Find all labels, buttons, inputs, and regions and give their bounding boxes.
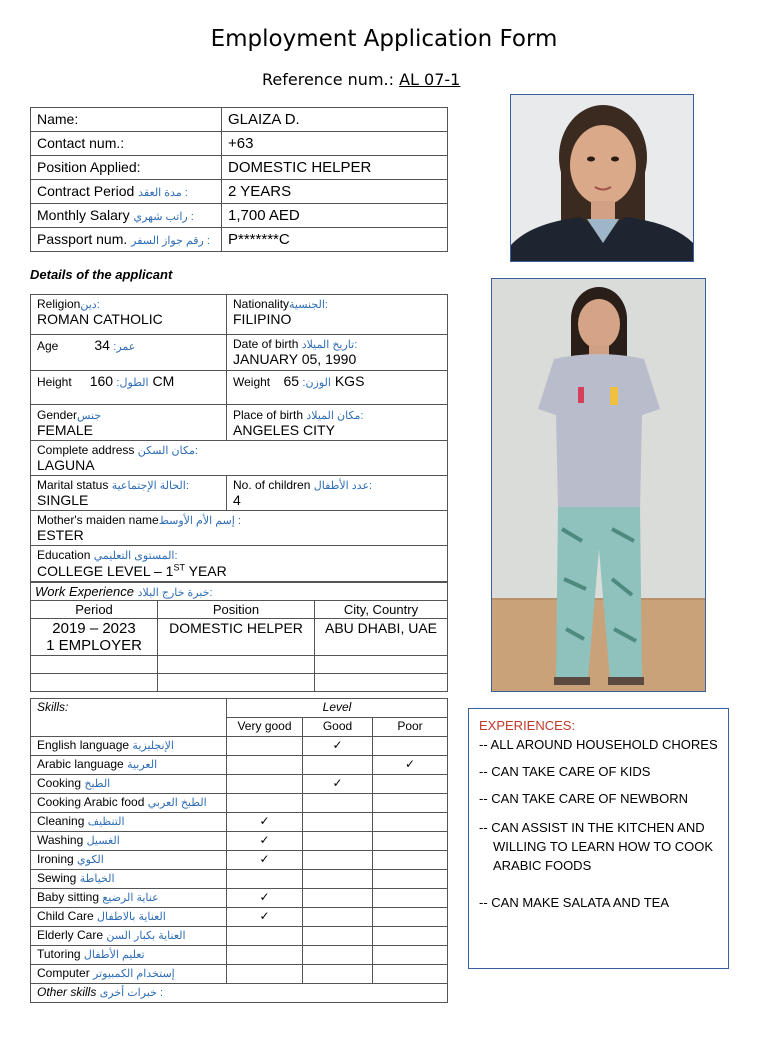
skill-row: [31, 908, 448, 927]
experience-item: -- CAN ASSIST IN THE KITCHEN AND WILLING TO LEARN HOW TO COOK ARABIC FOODS: [479, 820, 714, 873]
dob-cell: Date of birth تاريخ الميلاد: JANUARY 05, 1990: [227, 335, 448, 371]
skill-level-cell: [227, 832, 303, 851]
skill-row: [31, 756, 448, 775]
marital-cell: Marital status الحالة الإجتماعية: SINGLE: [31, 476, 227, 511]
info-row: [31, 204, 448, 228]
mother-value: ESTER: [37, 527, 84, 543]
info-value: P*******C: [222, 228, 448, 252]
check-icon: ✓: [332, 776, 343, 790]
skill-row: [31, 794, 448, 813]
reference-number: [262, 70, 460, 89]
skill-label: Baby sitting عناية الرضيع: [31, 889, 227, 908]
skill-level-cell: [373, 927, 448, 946]
skill-row: [31, 737, 448, 756]
info-value: 1,700 AED: [222, 204, 448, 228]
skill-level-cell: [373, 775, 448, 794]
skill-label: Cooking Arabic food الطبخ العربي: [31, 794, 227, 813]
children-value: 4: [233, 492, 241, 508]
skill-level-cell: [227, 794, 303, 813]
skill-level-cell: [303, 851, 373, 870]
skill-level-cell: [227, 737, 303, 756]
skill-label: Elderly Care العناية بكبار السن: [31, 927, 227, 946]
skill-level-cell: [303, 946, 373, 965]
address-cell: Complete address مكان السكن: LAGUNA: [31, 441, 448, 476]
skill-level-cell: [303, 775, 373, 794]
work-header-period: Period: [31, 601, 158, 619]
skill-level-cell: [303, 756, 373, 775]
skill-level-cell: [227, 889, 303, 908]
info-row: [31, 180, 448, 204]
religion-value: ROMAN CATHOLIC: [37, 311, 163, 327]
gender-value: FEMALE: [37, 422, 94, 438]
reference-label: Reference num.:: [262, 70, 394, 89]
check-icon: ✓: [332, 738, 343, 752]
skill-label: Ironing الكوي: [31, 851, 227, 870]
skill-level-cell: [227, 756, 303, 775]
skill-level-cell: [303, 889, 373, 908]
skill-row: [31, 851, 448, 870]
skill-level-cell: [373, 832, 448, 851]
skill-level-cell: [373, 889, 448, 908]
skill-row: [31, 870, 448, 889]
skill-level-cell: [303, 832, 373, 851]
marital-value: SINGLE: [37, 492, 89, 508]
skill-label: English language الإنجليزية: [31, 737, 227, 756]
other-skills-row: [31, 984, 448, 1003]
check-icon: ✓: [259, 833, 270, 847]
work-header-city: City, Country: [315, 601, 448, 619]
experiences-heading: EXPERIENCES:: [479, 718, 576, 733]
details-heading: Details of the applicant: [30, 267, 173, 282]
skill-label: Computer إستخدام الكمبيوتر: [31, 965, 227, 984]
check-icon: ✓: [259, 814, 270, 828]
address-value: LAGUNA: [37, 457, 95, 473]
level-very-good: Very good: [227, 718, 303, 737]
skill-level-cell: [303, 908, 373, 927]
skill-level-cell: [303, 737, 373, 756]
info-label: Position Applied:: [31, 156, 222, 180]
headshot-photo: [510, 94, 694, 262]
skill-level-cell: [303, 927, 373, 946]
dob-value: JANUARY 05, 1990: [233, 351, 357, 367]
skill-level-cell: [227, 927, 303, 946]
info-value: 2 YEARS: [222, 180, 448, 204]
experience-item: -- CAN MAKE SALATA AND TEA: [479, 895, 669, 910]
check-icon: ✓: [259, 890, 270, 904]
mother-cell: Mother's maiden nameإسم الأم الأوسط : ESTER: [31, 511, 448, 546]
skill-level-cell: [373, 813, 448, 832]
info-label: Monthly Salary راتب شهري :: [31, 204, 222, 228]
skill-level-cell: [373, 756, 448, 775]
skill-level-cell: [373, 737, 448, 756]
skill-label: Washing الغسيل: [31, 832, 227, 851]
skill-level-cell: [303, 965, 373, 984]
skill-level-cell: [227, 870, 303, 889]
skill-level-cell: [227, 775, 303, 794]
other-skills-label: Other skills خبرات أخرى :: [31, 984, 448, 1003]
info-label: Name:: [31, 108, 222, 132]
work-position: DOMESTIC HELPER: [158, 619, 315, 656]
education-cell: Education المستوى التعليمي: COLLEGE LEVEL – 1ST YEAR: [31, 546, 448, 582]
info-row: [31, 228, 448, 252]
height-value: 160 CM: [89, 373, 175, 389]
skill-level-cell: [373, 965, 448, 984]
weight-value: 65 KGS: [283, 373, 365, 389]
religion-cell: Religionدين: ROMAN CATHOLIC: [31, 295, 227, 335]
info-label: Contact num.:: [31, 132, 222, 156]
skill-level-cell: [227, 851, 303, 870]
personal-info-table: [30, 107, 448, 252]
skill-label: Tutoring تعليم الأطفال: [31, 946, 227, 965]
skill-level-cell: [303, 794, 373, 813]
experience-item: -- ALL AROUND HOUSEHOLD CHORES: [479, 737, 718, 752]
gender-cell: Genderجنس FEMALE: [31, 405, 227, 441]
info-row: [31, 156, 448, 180]
work-header-position: Position: [158, 601, 315, 619]
reference-value: AL 07-1: [399, 70, 461, 89]
work-experience-label: Work Experience خبرة خارج البلاد:: [31, 583, 448, 601]
skill-level-cell: [373, 870, 448, 889]
info-value: DOMESTIC HELPER: [222, 156, 448, 180]
skill-level-cell: [303, 813, 373, 832]
skill-label: Sewing الخياطة: [31, 870, 227, 889]
level-label: Level: [227, 699, 448, 718]
skill-level-cell: [227, 813, 303, 832]
skill-label: Child Care العناية بالاطفال: [31, 908, 227, 927]
full-body-photo: [491, 278, 706, 692]
age-cell: Age عمر: 34: [31, 335, 227, 371]
skill-level-cell: [373, 946, 448, 965]
work-experience-table: [30, 582, 448, 692]
experience-item: -- CAN TAKE CARE OF KIDS: [479, 764, 651, 779]
skill-row: [31, 889, 448, 908]
level-poor: Poor: [373, 718, 448, 737]
skill-row: [31, 832, 448, 851]
page-title: Employment Application Form: [210, 26, 558, 52]
info-value: GLAIZA D.: [222, 108, 448, 132]
skill-row: [31, 965, 448, 984]
experience-item: -- CAN TAKE CARE OF NEWBORN: [479, 791, 688, 806]
nationality-value: FILIPINO: [233, 311, 292, 327]
skill-level-cell: [303, 870, 373, 889]
weight-cell: Weight الوزن: 65 KGS: [227, 371, 448, 405]
info-row: [31, 108, 448, 132]
skill-row: [31, 813, 448, 832]
skill-level-cell: [227, 965, 303, 984]
work-period: 2019 – 2023 1 EMPLOYER: [31, 619, 158, 656]
skill-row: [31, 775, 448, 794]
info-row: [31, 132, 448, 156]
skills-table: [30, 698, 448, 1003]
children-cell: No. of children عدد الأطفال: 4: [227, 476, 448, 511]
check-icon: ✓: [404, 757, 416, 771]
skill-label: Cleaning التنظيف: [31, 813, 227, 832]
skill-level-cell: [227, 946, 303, 965]
education-value: COLLEGE LEVEL – 1ST YEAR: [37, 562, 227, 579]
skill-label: Arabic language العربية: [31, 756, 227, 775]
skill-row: [31, 946, 448, 965]
pob-value: ANGELES CITY: [233, 422, 335, 438]
experiences-box: [468, 708, 729, 969]
height-cell: Height الطول: 160 CM: [31, 371, 227, 405]
pob-cell: Place of birth مكان الميلاد: ANGELES CITY: [227, 405, 448, 441]
level-good: Good: [303, 718, 373, 737]
skill-level-cell: [227, 908, 303, 927]
skill-label: Cooking الطبخ: [31, 775, 227, 794]
nationality-cell: Nationalityالجنسية: FILIPINO: [227, 295, 448, 335]
work-city: ABU DHABI, UAE: [315, 619, 448, 656]
info-label: Passport num. رقم جواز السفر :: [31, 228, 222, 252]
skill-row: [31, 927, 448, 946]
age-value: 34: [94, 337, 110, 353]
check-icon: ✓: [259, 909, 270, 923]
info-label: Contract Period مدة العقد :: [31, 180, 222, 204]
info-value: +63: [222, 132, 448, 156]
check-icon: ✓: [259, 852, 270, 866]
skill-level-cell: [373, 851, 448, 870]
skill-level-cell: [373, 794, 448, 813]
skills-label: Skills:: [31, 699, 227, 737]
details-table: [30, 294, 448, 582]
skill-level-cell: [373, 908, 448, 927]
